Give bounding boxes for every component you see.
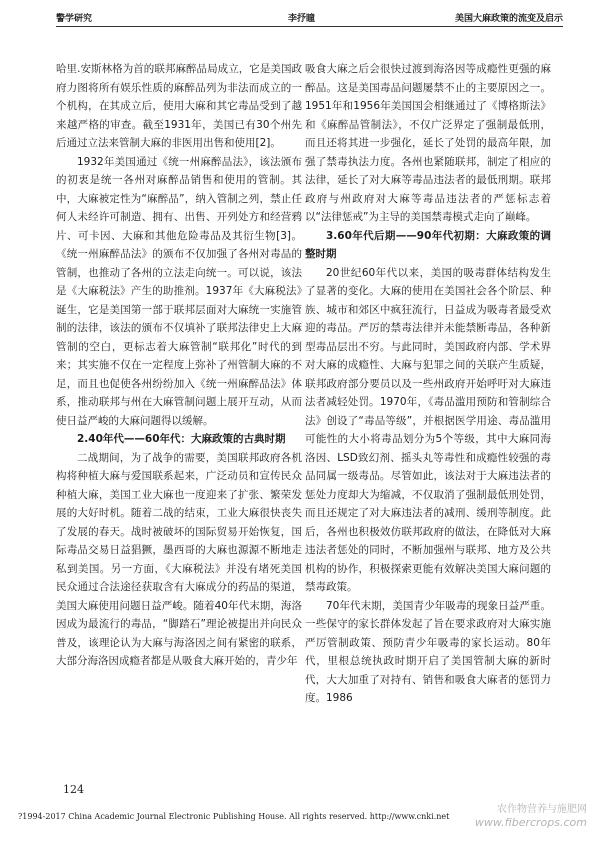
- paragraph: 1932年美国通过《统一州麻醉品法》，该法颁布的初衷是统一各州对麻醉品销售和使用的管制。其中，大麻被定性为“麻醉品”，纳入管制之列，禁止任何人未经许可制造、拥有、出售、开列处方和经营鸦片、可卡因、大麻和其他危险毒品及其衍生物[3]。《统一州麻醉品法》的颁布不仅加强了各州对毒品的管制，也推动了各州的立法走向统一。可以说，该法是《大麻税法》产生的助推剂。1937年《大麻税法》诞生，它是美国第一部于联邦层面对大麻统一实施管制的法律，该法的颁布不仅填补了联邦法律史上大麻管制的空白，更标志着大麻管制“联邦化”时代的到来；其实施不仅在一定程度上弥补了州管制大麻的不足，而且也促使各州纷纷加入《统一州麻醉品法》体系，推动联邦与州在大麻管制问题上展开互动，从而使日益严峻的大麻问题得以缓解。: [56, 155, 302, 427]
- section-heading: 2.40年代——60年代：大麻政策的古典时期: [77, 433, 286, 445]
- watermark: [447, 803, 587, 833]
- watermark-url: www.fibercrops.com: [474, 816, 587, 829]
- right-column: [305, 60, 551, 708]
- paragraph: 吸食大麻之后会很快过渡到海洛因等成瘾性更强的麻醉品。这是美国毒品问题屡禁不止的主要原因之一。1951年和1956年美国国会相继通过了《博格斯法》和《麻醉品管制法》，不仅广泛界定了强制最低刑，而且还将其进一步强化，延长了处罚的最高年限，加强了禁毒执法力度。各州也紧随联邦，制定了相应的法律，延长了对大麻等毒品违法者的最低刑期。联邦政府与州政府对大麻等毒品违法者的严惩标志着以“法律惩戒”为主导的美国禁毒模式走向了巅峰。: [305, 63, 551, 223]
- article-title: 美国大麻政策的流变及启示: [454, 14, 563, 24]
- watermark-text: 农作物营养与施肥网: [497, 804, 587, 815]
- copyright-line: ?1994-2017 China Academic Journal Electronic Publishing House. All rights reserved. http://www.cnki.net: [18, 812, 450, 821]
- header-rule: [56, 26, 563, 27]
- author-name: 李抒瞳: [288, 14, 316, 24]
- running-header: [56, 6, 563, 26]
- paragraph: 20世纪60年代以来，美国的吸毒群体结构发生了显著的变化。大麻的使用在美国社会各个阶层、种族、城市和郊区中疯狂流行，日益成为吸毒者最受欢迎的毒品。严厉的禁毒法律并未能禁断毒品，各种新型毒品层出不穷。与此同时，美国政府内部、学术界对大麻的成瘾性、大麻与犯罪之间的关联产生质疑，联邦政府部分要员以及一些州政府开始呼吁对大麻违法者减轻处罚。1970年，《毒品滥用预防和管制综合法》创设了“毒品等级”，并根据医学用途、毒品滥用可能性的大小将毒品划分为5个等级，其中大麻同海洛因、LSD致幻剂、摇头丸等毒性和成瘾性较强的毒品同属一级毒品。尽管如此，该法对于大麻违法者的惩处力度却大为缩减，不仅取消了强制最低刑处罚，而且还规定了对大麻违法者的减刑、缓刑等制度。此后，各州也积极效仿联邦政府的做法，在降低对大麻违法者惩处的同时，不断加强州与联邦、地方及公共机构的协作，积极探索更能有效解决美国大麻问题的禁毒政策。: [305, 266, 551, 593]
- paragraph: 二战期间，为了战争的需要，美国联邦政府各机构将种植大麻与爱国联系起来，广泛动员和宣传民众种植大麻，美国工业大麻也一度迎来了扩张、繁荣发展的大好时机。随着二战的结束，工业大麻很快丧失了发展的春天。战时被破坏的国际贸易开始恢复，国际毒品交易日益猖獗，墨西哥的大麻也源源不断地走私到美国。另一方面，《大麻税法》并没有堵死美国民众通过合法途径获取含有大麻成分的药品的渠道，美国大麻使用问题日益严峻。随着40年代末期，海洛因成为最流行的毒品，“脚踏石”理论被提出并向民众普及，该理论认为大麻与海洛因之间有紧密的联系，大部分海洛因成瘾者都是从吸食大麻开始的，青少年: [56, 451, 302, 667]
- page-number: 124: [63, 783, 84, 796]
- paragraph: 哈里.安斯林格为首的联邦麻醉品局成立，它是美国政府力图将所有娱乐性质的麻醉品列为非法而成立的一个机构，在其成立后，使用大麻和其它毒品受到了越来越严格的审查。截至1931年，美国已有30个州先后通过立法来管制大麻的非医用出售和使用[2]。: [56, 63, 302, 149]
- left-column: [56, 60, 302, 671]
- section-heading: 3.60年代后期——90年代初期：大麻政策的调整时期: [305, 229, 551, 260]
- journal-name: 警学研究: [56, 14, 93, 24]
- paragraph: 70年代末期，美国青少年吸毒的现象日益严重。一些保守的家长群体发起了旨在要求政府对大麻实施严厉管制政策、预防青少年吸毒的家长运动。80年代，里根总统执政时期开启了美国管制大麻的新时代，大大加重了对持有、销售和吸食大麻者的惩罚力度。1986: [305, 599, 551, 704]
